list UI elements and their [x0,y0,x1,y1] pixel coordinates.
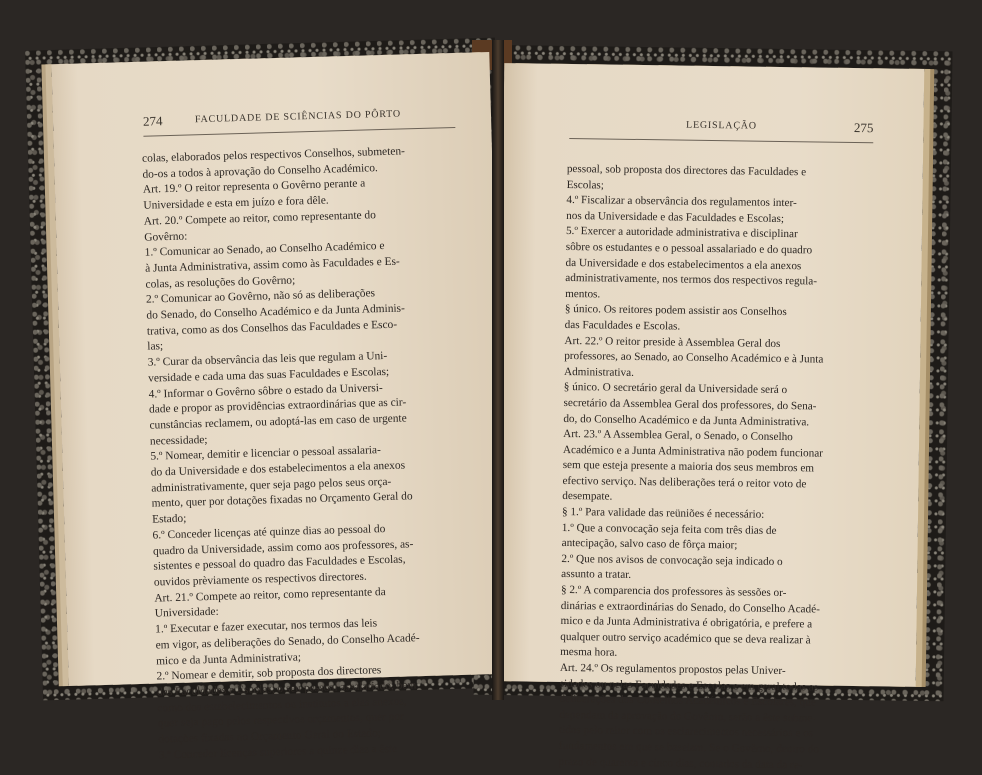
left-page-text: colas, elaborados pelos respectivos Conselhos, submeten- do-os a todos à aprovação do Conselho Académico. Art. 19.º O reitor representa o Govêrno perante a Universidade e esta em juízo e fora dêle. Art. 20.º Compete ao reitor, como representante do Govêrno: 1.º Comunicar ao Senado, ao Conselho Académico e à Junta Administrativa, assim como às Faculdades e Es- colas, as resoluções do Govêrno; 2.º Comunicar ao Govêrno, não só as deliberações do Senado, do Conselho Académico e da Junta Adminis- trativa, como as dos Conselhos das Faculdades e Esco- las; 3.º Curar da observância das leis que regulam a Uni- versidade e cada uma das suas Faculdades e Escolas; 4.º Informar o Govêrno sôbre o estado da Universi- dade e propor as providências extraordinárias que as cir- cunstâncias reclamem, ou adoptá-las em caso de urgente necessidade; 5.º Nomear, demitir e licenciar o pessoal assalaria- do da Universidade e dos estabelecimentos a ela anexos administrativamente, quer seja pago pelos seus orça- mento, quer por dotações fixadas no Orçamento Geral do Estado; 6.º Conceder licenças até quinze dias ao pessoal do quadro da Universidade, assim como aos professores, as- sistentes e pessoal do quadro das Faculdades e Escolas, ouvidos prèviamente os respectivos directores. Art. 21.º Compete ao reitor, como representante da Universidade: 1.º Executar e fazer executar, nos termos das leis em vigor, as deliberações do Senado, do Conselho Acadé- mico e da Junta Administrativa; 2.º Nomear e demitir, sob proposta dos directores das Faculdades e Escolas, o seu pessoal assalariado, bem como dos estabelecimentos ou institutos a elas anexos, quer seja pago pelos respectivos orçamentos, quer por dotações fixadas no Orçamento Geral do Estado; 3.º Conceder licenças superiores a quinze dias a êste [141,145,420,762]
left-page [51,52,506,762]
left-page-number: 274 [142,113,163,129]
book-gutter [492,40,504,700]
right-page-text: pessoal, sob proposta dos directores das Faculdades e Escolas; 4.º Fiscalizar a observância dos regulamentos inter- nos da Universidade e das Faculdades e Escolas; 5.º Exercer a autoridade administrativa e disciplinar sôbre os estudantes e o pessoal assalariado e do quadro da Universidade e dos estabelecimentos a ela anexos administrativamente, nos termos dos respectivos regula- mentos. § único. Os reitores podem assistir aos Conselhos das Faculdades e Escolas. Art. 22.º O reitor preside à Assemblea Geral dos professores, ao Senado, ao Conselho Académico e à Junta Administrativa. § único. O secretário geral da Universidade será o secretário da Assemblea Geral dos professores, do Sena- do, do Conselho Académico e da Junta Administrativa. Art. 23.º A Assemblea Geral, o Senado, o Conselho Académico e a Junta Administrativa não podem funcionar sem que esteja presente a maioria dos seus membros em efectivo serviço. Nas deliberações terá o reitor voto de desempate. § 1.º Para validade das reüniões é necessário: 1.º Que a convocação seja feita com três dias de antecipação, salvo caso de fôrça maior; 2.º Que nos avisos de convocação seja indicado o assunto a tratar. § 2.º A comparencia dos professores às sessões or- dinárias e extraordinárias do Senado, do Conselho Acadé- mico e da Junta Administrativa é obrigatória, e prefere a qualquer outro serviço académico que se deva realizar à mesma hora. Art. 24.º Os regulamentos propostos pelas Univer- sidades ou pelas Faculdades e Escolas e em geral todas as deliberações dos Conselhos Académicos e Escolares, que dependam da aprovação do Govêrno, serão a êste subme- tidos pelo reitor com os esclarecimentos necessários e os fundamentos em que se baseiam. Se o Govêrno, dentro do prazo de quarenta e cinco dias, contados da data da re- [558,162,824,771]
right-page-body [558,162,874,774]
right-page-header [569,116,873,140]
left-running-title: FACULDADE DE SCIÊNCIAS DO PÔRTO [194,108,402,126]
right-page-number: 275 [853,119,874,136]
left-page-body [142,143,473,764]
right-page [496,63,925,771]
left-page-header [143,105,453,134]
right-running-title: LEGISLAÇÃO [686,119,757,132]
